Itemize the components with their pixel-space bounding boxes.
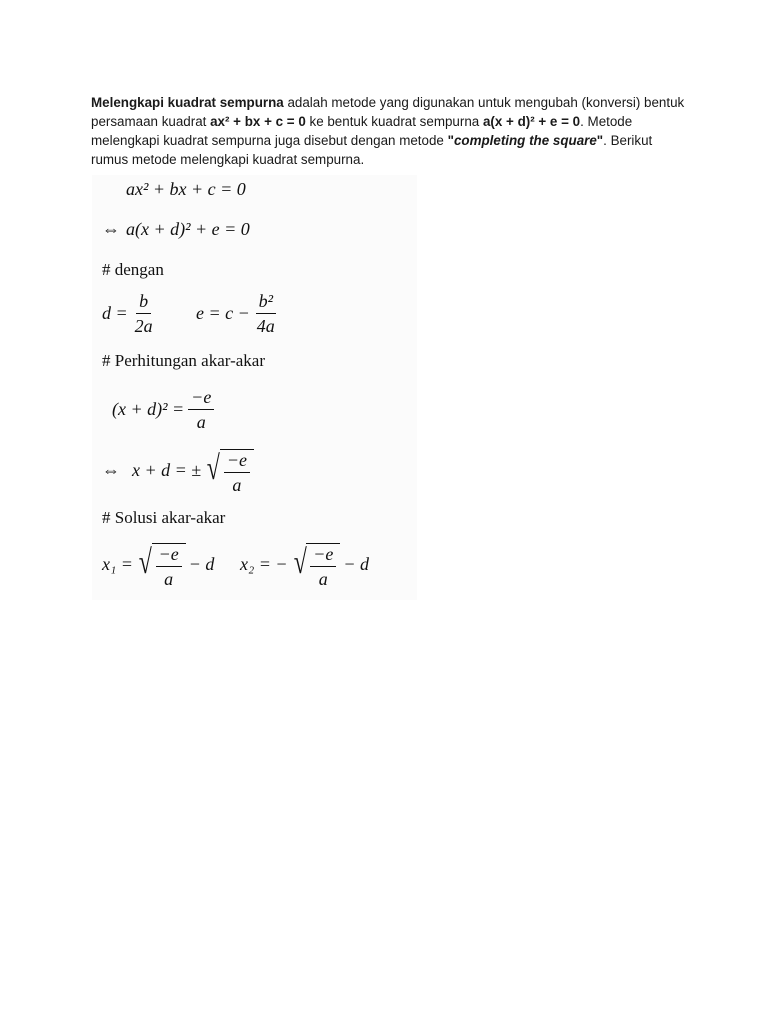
x1-denominator: a <box>164 569 174 589</box>
quote-close: " <box>596 133 604 148</box>
e-numerator: b² <box>256 291 276 314</box>
formula-general-form <box>126 179 246 200</box>
x1-fraction <box>156 544 182 589</box>
x2-lhs: x₂ = − <box>240 553 288 574</box>
completing-the-square-term: completing the square <box>453 133 597 148</box>
formula-calculation <box>112 387 218 432</box>
formula-x1 <box>102 539 214 589</box>
intro-text-b: ke bentuk kuadrat sempurna <box>305 114 483 129</box>
heading-perhitungan: # Perhitungan akar-akar <box>102 351 265 370</box>
x1-tail: − d <box>188 553 215 574</box>
formula-image <box>92 175 417 600</box>
formula-e-definition <box>196 291 282 336</box>
d-numerator: b <box>136 291 151 314</box>
root-lhs: x + d = ± <box>132 459 202 480</box>
formula-root <box>102 445 257 495</box>
iff-symbol: ⇔ <box>102 459 120 480</box>
d-lhs: d = <box>102 303 128 323</box>
e-denominator: 4a <box>256 316 275 336</box>
e-lhs: e = c − <box>196 303 250 323</box>
x1-numerator: −e <box>156 544 182 567</box>
x2-denominator: a <box>318 569 328 589</box>
calc-fraction <box>188 387 214 432</box>
x2-numerator: −e <box>310 544 336 567</box>
general-form-equation: ax² + bx + c = 0 <box>210 114 306 129</box>
x2-sqrt <box>291 539 341 589</box>
sqrt-symbol: √ <box>206 450 221 487</box>
heading-dengan: # dengan <box>102 260 164 279</box>
intro-text-c: . Metode melengkapi kuadrat sempurna juga disebut dengan metode <box>91 114 633 148</box>
intro-text-a: adalah metode yang digunakan untuk mengubah (konversi) bentuk persamaan kuadrat <box>91 95 685 129</box>
formula-d-definition <box>102 291 160 336</box>
d-fraction <box>132 291 156 336</box>
x2-tail: − d <box>343 553 370 574</box>
root-numerator: −e <box>224 450 250 473</box>
perfect-square-equation: a(x + d)² + e = 0 <box>482 114 581 129</box>
root-fraction <box>224 450 250 495</box>
calc-numerator: −e <box>188 387 214 410</box>
intro-text-d: . Berikut rumus metode melengkapi kuadrat sempurna. <box>91 133 653 167</box>
iff-symbol: ⇔ <box>102 219 120 239</box>
calc-denominator: a <box>196 412 206 432</box>
formula-perfect-square <box>102 219 250 240</box>
x2-fraction <box>310 544 336 589</box>
formula-perfect-square-text: a(x + d)² + e = 0 <box>126 219 250 239</box>
calc-lhs: (x + d)² = <box>112 399 185 419</box>
x1-sqrt <box>136 539 186 589</box>
x1-lhs: x₁ = <box>102 553 133 574</box>
term-bold: Melengkapi kuadrat sempurna <box>91 95 284 110</box>
sqrt-symbol: √ <box>293 544 307 581</box>
root-denominator: a <box>232 475 242 495</box>
formula-x2 <box>240 539 369 589</box>
e-fraction <box>254 291 278 336</box>
sqrt-symbol: √ <box>138 544 152 581</box>
intro-paragraph <box>91 93 691 169</box>
root-sqrt <box>204 445 254 495</box>
d-denominator: 2a <box>134 316 153 336</box>
heading-solusi: # Solusi akar-akar <box>102 508 226 527</box>
quote-open: " <box>447 133 454 148</box>
formula-general-form-text: ax² + bx + c = 0 <box>126 179 246 199</box>
